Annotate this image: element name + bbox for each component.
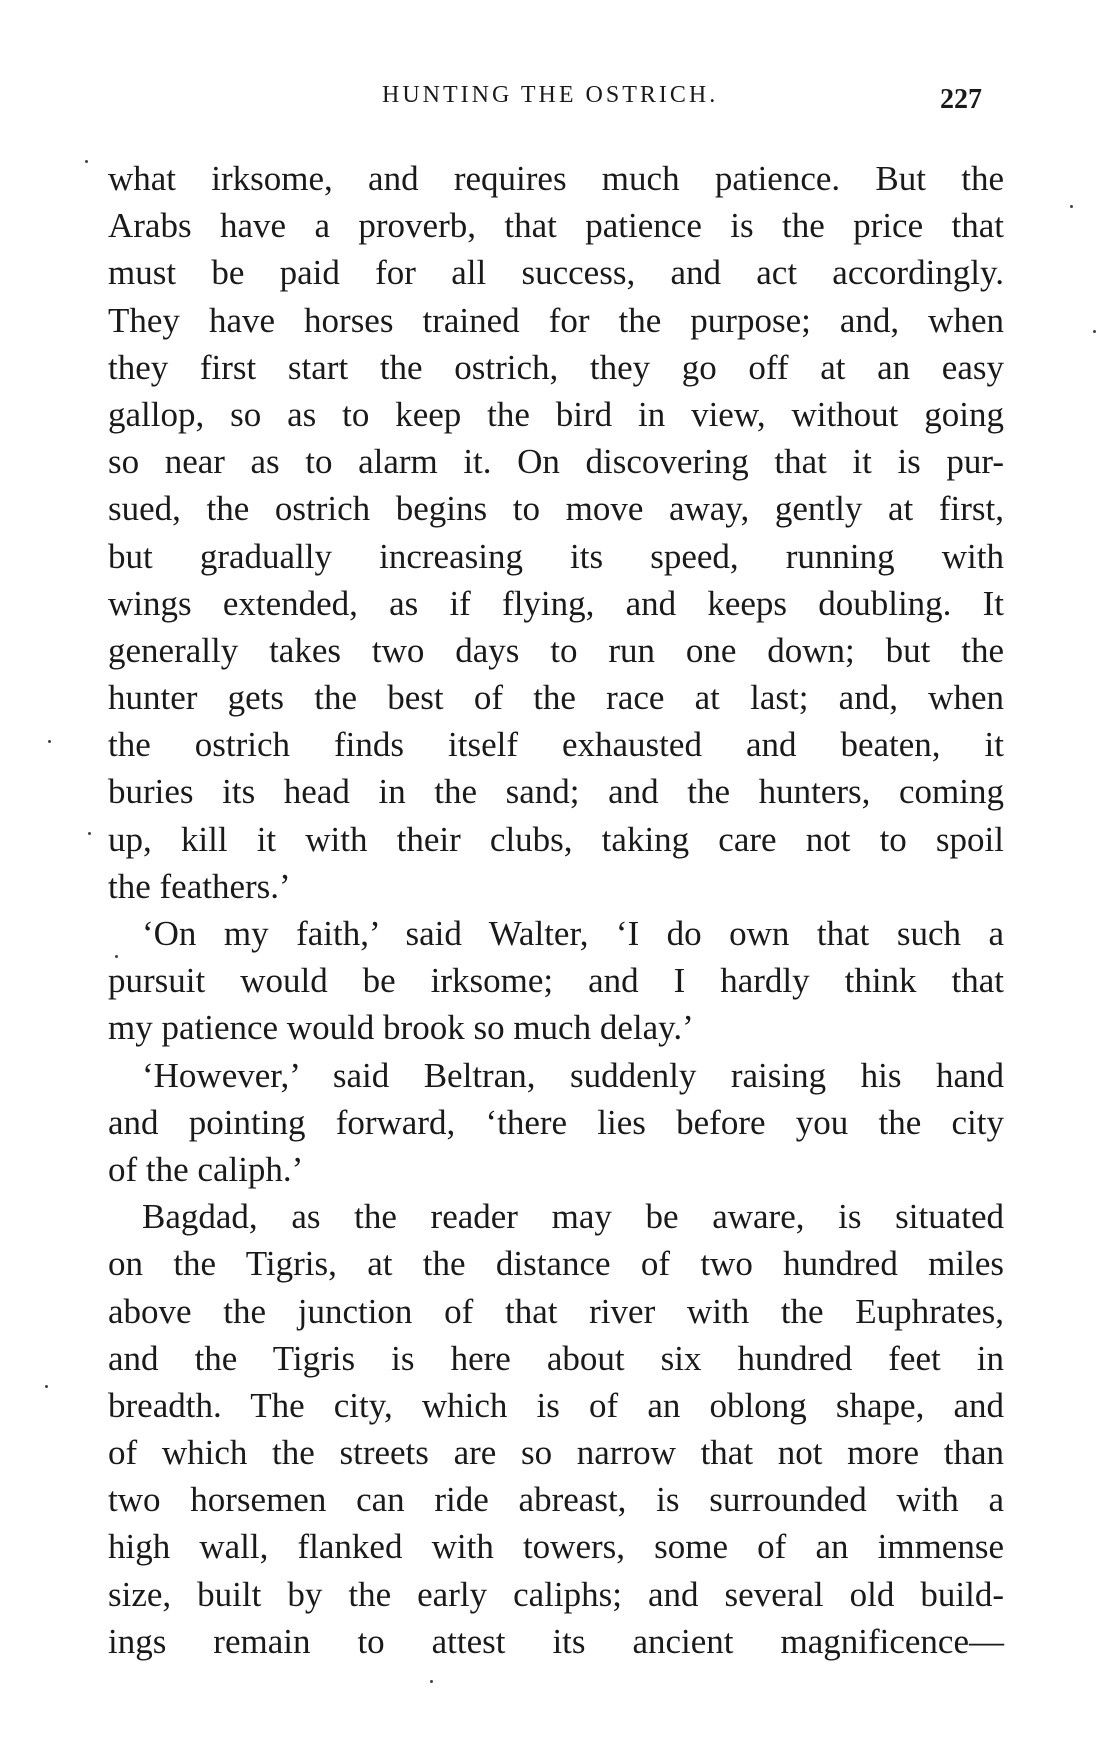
paper-speck [85, 160, 88, 163]
paper-speck [1070, 205, 1073, 208]
text-line: they first start the ostrich, they go off at an easy [108, 347, 1004, 387]
paper-speck [1093, 330, 1096, 333]
text-line: hunter gets the best of the race at last; and, when [108, 678, 1004, 718]
running-title: HUNTING THE OSTRICH. [382, 82, 719, 108]
text-line: and the Tigris is here about six hundred feet in [108, 1338, 1004, 1378]
text-line: ‘On my faith,’ said Walter, ‘I do own that such a [142, 914, 1004, 953]
paper-speck [115, 955, 118, 958]
text-line: must be paid for all success, and act accordingly. [108, 253, 1004, 293]
text-line: wings extended, as if flying, and keeps doubling. It [108, 583, 1004, 623]
text-line: my patience would brook so much delay.’ [108, 1008, 694, 1048]
paper-speck [48, 740, 51, 743]
text-line: ings remain to attest its ancient magnificence— [108, 1621, 1004, 1661]
text-line: They have horses trained for the purpose; and, when [108, 300, 1004, 340]
text-line: generally takes two days to run one down; but the [108, 630, 1004, 670]
text-line: sued, the ostrich begins to move away, gently at first, [108, 489, 1004, 529]
text-line: of the caliph.’ [108, 1149, 304, 1189]
text-line: breadth. The city, which is of an oblong shape, and [108, 1385, 1004, 1425]
text-line: pursuit would be irksome; and I hardly think that [108, 961, 1004, 1001]
text-line: gallop, so as to keep the bird in view, without going [108, 394, 1004, 434]
paper-speck [430, 1680, 433, 1683]
text-line: Bagdad, as the reader may be aware, is situated [142, 1197, 1004, 1237]
text-line: what irksome, and requires much patience. But the [108, 159, 1004, 198]
text-line: up, kill it with their clubs, taking care not to spoil [108, 819, 1004, 859]
text-line: above the junction of that river with the Euphrates, [108, 1291, 1004, 1331]
text-line: high wall, flanked with towers, some of an immense [108, 1527, 1004, 1567]
page-number: 227 [940, 84, 982, 115]
text-line: so near as to alarm it. On discovering that it is pur- [108, 442, 1004, 482]
text-line: ‘However,’ said Beltran, suddenly raising his hand [142, 1055, 1004, 1095]
text-line: Arabs have a proverb, that patience is the price that [108, 206, 1004, 246]
text-line: the ostrich finds itself exhausted and beaten, it [108, 725, 1004, 765]
text-line: of which the streets are so narrow that not more than [108, 1433, 1004, 1473]
text-line: but gradually increasing its speed, running with [108, 536, 1004, 576]
body-text [108, 155, 1004, 1665]
text-line: buries its head in the sand; and the hunters, coming [108, 772, 1004, 812]
text-line: on the Tigris, at the distance of two hundred miles [108, 1244, 1004, 1284]
text-line: size, built by the early caliphs; and several old build- [108, 1574, 1004, 1614]
paper-speck [88, 832, 91, 835]
text-line: the feathers.’ [108, 866, 291, 906]
running-head [0, 82, 1115, 122]
text-line: and pointing forward, ‘there lies before you the city [108, 1102, 1004, 1142]
paper-speck [45, 1385, 48, 1388]
text-line: two horsemen can ride abreast, is surrounded with a [108, 1480, 1004, 1520]
